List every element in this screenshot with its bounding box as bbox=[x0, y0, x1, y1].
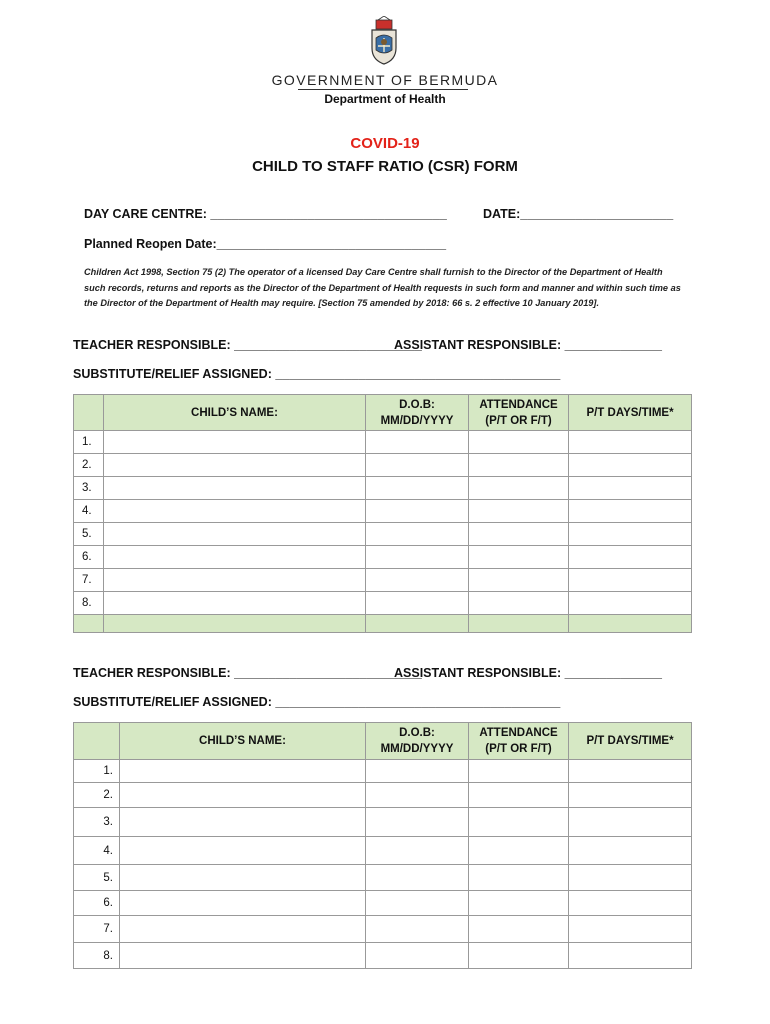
row-number: 7. bbox=[74, 916, 120, 943]
header-dob bbox=[366, 723, 469, 760]
table-row bbox=[74, 431, 692, 454]
child-name-cell[interactable] bbox=[120, 808, 366, 837]
attendance-cell[interactable] bbox=[469, 592, 569, 615]
bermuda-crest-logo bbox=[364, 16, 404, 66]
dob-cell[interactable] bbox=[366, 808, 469, 837]
row-number: 4. bbox=[74, 837, 120, 865]
row-number: 3. bbox=[74, 808, 120, 837]
form-title: CHILD TO STAFF RATIO (CSR) FORM bbox=[252, 158, 518, 175]
teacher-responsible-field[interactable]: TEACHER RESPONSIBLE: ___________________________ bbox=[73, 338, 422, 352]
dob-cell[interactable] bbox=[366, 943, 469, 969]
child-name-cell[interactable] bbox=[104, 546, 366, 569]
row-number: 1. bbox=[74, 760, 120, 783]
header-attendance bbox=[469, 723, 569, 760]
row-number: 4. bbox=[74, 500, 104, 523]
pt-days-cell[interactable] bbox=[569, 454, 692, 477]
table-row bbox=[74, 865, 692, 891]
day-care-centre-field[interactable]: DAY CARE CENTRE: __________________________________ bbox=[84, 207, 447, 221]
date-field[interactable]: DATE:______________________ bbox=[483, 207, 674, 221]
dob-cell[interactable] bbox=[366, 431, 469, 454]
pt-days-cell[interactable] bbox=[569, 523, 692, 546]
table-row bbox=[74, 837, 692, 865]
dob-cell[interactable] bbox=[366, 916, 469, 943]
table-row bbox=[74, 592, 692, 615]
row-number: 2. bbox=[74, 783, 120, 808]
attendance-cell[interactable] bbox=[469, 500, 569, 523]
pt-days-cell[interactable] bbox=[569, 891, 692, 916]
pt-days-cell[interactable] bbox=[569, 431, 692, 454]
footer-cell bbox=[74, 615, 104, 633]
header-attendance-line1: ATTENDANCE bbox=[479, 727, 558, 739]
table-row bbox=[74, 546, 692, 569]
header-attendance-line2: (P/T OR F/T) bbox=[485, 414, 552, 427]
government-heading: GOVERNMENT OF BERMUDA bbox=[271, 72, 499, 88]
child-name-cell[interactable] bbox=[120, 943, 366, 969]
table-row bbox=[74, 783, 692, 808]
dob-cell[interactable] bbox=[366, 865, 469, 891]
row-number: 2. bbox=[74, 454, 104, 477]
attendance-cell[interactable] bbox=[469, 891, 569, 916]
dob-cell[interactable] bbox=[366, 454, 469, 477]
attendance-cell[interactable] bbox=[469, 943, 569, 969]
table-footer-row bbox=[74, 615, 692, 633]
legal-notice: Children Act 1998, Section 75 (2) The operator of a licensed Day Care Centre shall furnish to the Director of the Department of Health such records, returns and reports as the Director of the Department of Health requests in such form and manner and within such time as the Director of the Department of Health may require. [Section 75 amended by 2018: 66 s. 2 effective 10 January 2019]. bbox=[84, 267, 681, 309]
pt-days-cell[interactable] bbox=[569, 865, 692, 891]
dob-cell[interactable] bbox=[366, 837, 469, 865]
child-name-cell[interactable] bbox=[104, 523, 366, 546]
footer-cell bbox=[366, 615, 469, 633]
header-attendance-line2: (P/T OR F/T) bbox=[485, 743, 552, 755]
child-name-cell[interactable] bbox=[120, 783, 366, 808]
teacher-responsible-field-2[interactable]: TEACHER RESPONSIBLE: ___________________________ bbox=[73, 666, 422, 680]
department-heading: Department of Health bbox=[324, 92, 446, 106]
row-number: 6. bbox=[74, 546, 104, 569]
table-row bbox=[74, 477, 692, 500]
child-name-cell[interactable] bbox=[104, 454, 366, 477]
attendance-cell[interactable] bbox=[469, 431, 569, 454]
dob-cell[interactable] bbox=[366, 546, 469, 569]
attendance-cell[interactable] bbox=[469, 523, 569, 546]
header-pt-days: P/T DAYS/TIME* bbox=[569, 723, 692, 760]
row-number: 5. bbox=[74, 865, 120, 891]
table-row bbox=[74, 808, 692, 837]
table-row bbox=[74, 523, 692, 546]
attendance-cell[interactable] bbox=[469, 454, 569, 477]
table-row bbox=[74, 454, 692, 477]
pt-days-cell[interactable] bbox=[569, 500, 692, 523]
child-name-cell[interactable] bbox=[120, 891, 366, 916]
pt-days-cell[interactable] bbox=[569, 546, 692, 569]
row-number: 8. bbox=[74, 943, 120, 969]
child-name-cell[interactable] bbox=[120, 760, 366, 783]
footer-cell bbox=[569, 615, 692, 633]
pt-days-cell[interactable] bbox=[569, 837, 692, 865]
pt-days-cell[interactable] bbox=[569, 477, 692, 500]
dob-cell[interactable] bbox=[366, 891, 469, 916]
dob-cell[interactable] bbox=[366, 500, 469, 523]
child-name-cell[interactable] bbox=[120, 865, 366, 891]
attendance-cell[interactable] bbox=[469, 760, 569, 783]
row-number: 3. bbox=[74, 477, 104, 500]
table-row bbox=[74, 916, 692, 943]
attendance-cell[interactable] bbox=[469, 569, 569, 592]
planned-reopen-date-field[interactable]: Planned Reopen Date:_________________________________ bbox=[84, 237, 447, 251]
child-name-cell[interactable] bbox=[104, 592, 366, 615]
attendance-cell[interactable] bbox=[469, 865, 569, 891]
child-name-cell[interactable] bbox=[104, 477, 366, 500]
pt-days-cell[interactable] bbox=[569, 783, 692, 808]
child-name-cell[interactable] bbox=[104, 569, 366, 592]
row-number: 6. bbox=[74, 891, 120, 916]
attendance-cell[interactable] bbox=[469, 783, 569, 808]
pt-days-cell[interactable] bbox=[569, 760, 692, 783]
footer-cell bbox=[104, 615, 366, 633]
child-name-cell[interactable] bbox=[104, 431, 366, 454]
child-name-cell[interactable] bbox=[120, 837, 366, 865]
header-dob bbox=[366, 395, 469, 431]
header-dob-line2: MM/DD/YYYY bbox=[380, 414, 454, 427]
pt-days-cell[interactable] bbox=[569, 808, 692, 837]
dob-cell[interactable] bbox=[366, 760, 469, 783]
table-header-row bbox=[74, 395, 692, 431]
pt-days-cell[interactable] bbox=[569, 943, 692, 969]
child-name-cell[interactable] bbox=[120, 916, 366, 943]
children-table-1 bbox=[73, 394, 692, 633]
heading-divider bbox=[298, 89, 468, 90]
header-blank-cell bbox=[74, 395, 104, 431]
header-blank-cell bbox=[74, 723, 120, 760]
substitute-relief-field-2[interactable]: SUBSTITUTE/RELIEF ASSIGNED: _________________________________________ bbox=[73, 695, 561, 709]
header-child-name: CHILD’S NAME: bbox=[104, 395, 366, 431]
row-number: 8. bbox=[74, 592, 104, 615]
assistant-responsible-field[interactable]: ASSISTANT RESPONSIBLE: ______________ bbox=[394, 338, 662, 352]
table-row bbox=[74, 569, 692, 592]
dob-cell[interactable] bbox=[366, 783, 469, 808]
table-row bbox=[74, 500, 692, 523]
substitute-relief-field[interactable]: SUBSTITUTE/RELIEF ASSIGNED: _________________________________________ bbox=[73, 367, 561, 381]
attendance-cell[interactable] bbox=[469, 837, 569, 865]
footer-cell bbox=[469, 615, 569, 633]
table-row bbox=[74, 891, 692, 916]
covid-heading: COVID-19 bbox=[350, 135, 420, 152]
dob-cell[interactable] bbox=[366, 477, 469, 500]
assistant-responsible-field-2[interactable]: ASSISTANT RESPONSIBLE: ______________ bbox=[394, 666, 662, 680]
header-dob-line2: MM/DD/YYYY bbox=[380, 743, 454, 755]
attendance-cell[interactable] bbox=[469, 477, 569, 500]
attendance-cell[interactable] bbox=[469, 916, 569, 943]
row-number: 1. bbox=[74, 431, 104, 454]
header-dob-line1: D.O.B: bbox=[399, 398, 435, 411]
row-number: 5. bbox=[74, 523, 104, 546]
header-dob-line1: D.O.B: bbox=[399, 727, 435, 739]
table-row bbox=[74, 760, 692, 783]
header-attendance-line1: ATTENDANCE bbox=[479, 398, 558, 411]
header-attendance bbox=[469, 395, 569, 431]
table-header-row bbox=[74, 723, 692, 760]
children-table-2 bbox=[73, 722, 692, 969]
header-child-name: CHILD’S NAME: bbox=[120, 723, 366, 760]
dob-cell[interactable] bbox=[366, 569, 469, 592]
dob-cell[interactable] bbox=[366, 592, 469, 615]
child-name-cell[interactable] bbox=[104, 500, 366, 523]
row-number: 7. bbox=[74, 569, 104, 592]
table-row bbox=[74, 943, 692, 969]
dob-cell[interactable] bbox=[366, 523, 469, 546]
pt-days-cell[interactable] bbox=[569, 592, 692, 615]
pt-days-cell[interactable] bbox=[569, 569, 692, 592]
pt-days-cell[interactable] bbox=[569, 916, 692, 943]
header-pt-days: P/T DAYS/TIME* bbox=[569, 395, 692, 431]
attendance-cell[interactable] bbox=[469, 546, 569, 569]
attendance-cell[interactable] bbox=[469, 808, 569, 837]
